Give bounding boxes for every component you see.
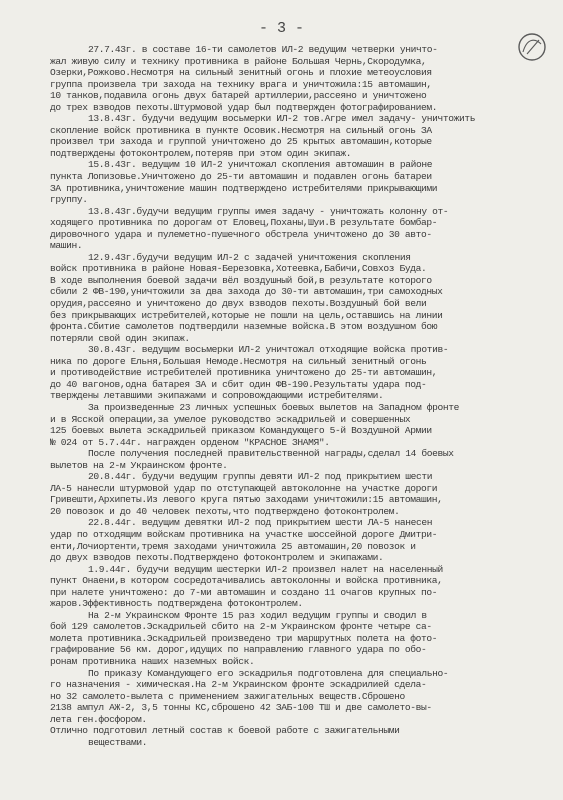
text-line: ходящего противника по дорогам от Еловец,Поханы,Шуи.В результате бомбар- [50, 217, 438, 229]
text-line: 22.8.44г. ведущим девятки ИЛ-2 под прикрытием шести ЛА-5 нанесен [88, 517, 433, 529]
text-line: графирование 56 км. дорог,идущих по направлению главного удара по обо- [50, 644, 427, 656]
text-line: до 40 вагонов,одна батарея ЗА и сбит один ФВ-190.Результаты удара под- [50, 378, 427, 390]
text-line: 13.8.43г.будучи ведущим группы имея задачу - уничтожать колонну от- [88, 205, 449, 217]
text-line: потеряли свой один экипаж. [50, 332, 190, 344]
text-line: орудия,рассеяно и уничтожено до двух взводов пехоты.Воздушный бой вели [50, 298, 427, 310]
text-line: ЛА-5 нанесли штурмовой удар по отступающей автоколонне на участке дороги [50, 482, 438, 494]
text-line: войск противника в районе Новая-Березовка,Хотеевка,Бабичи,Совхоз Буда. [50, 263, 427, 275]
text-line: машин. [50, 240, 83, 252]
text-line: веществами. [88, 736, 148, 748]
text-line: группа произвела три захода на технику врага и уничтожила:15 автомашин, [50, 78, 432, 90]
text-line: После получения последней правительственной награды,сделал 14 боевых [88, 448, 454, 460]
text-line: молета противника.Эскадрильей произведено три маршрутных полета на фото- [50, 632, 438, 644]
text-line: На 2-м Украинском Фронте 15 раз ходил ведущим группы и сводил в [88, 609, 427, 621]
text-line: 15.8.43г. ведущим 10 ИЛ-2 уничтожал скопления автомашин в районе [88, 159, 433, 171]
document-body [50, 44, 552, 748]
text-line: дировочного удара и пулеметно-пушечного обстрела уничтожено до 30 авто- [50, 228, 432, 240]
text-line: и противодействие истребителей противника уничтожено до 25-ти автомашин, [50, 367, 438, 379]
text-line: По приказу Командующего его эскадрилья подготовлена для специально- [88, 667, 449, 679]
text-line: жаров.Эффективность подтверждена фотоконтролем. [50, 598, 303, 610]
text-line: 2138 ампул АЖ-2, 3,5 тонны КС,сброшено 42 ЗАБ-100 ТШ и две самолето-вы- [50, 702, 432, 714]
text-line: удар по отходящим войскам противника на участке шоссейной дороге Дмитри- [50, 528, 438, 540]
text-line: тверждены летавшими экипажами и сопровождающими истребителями. [50, 390, 384, 402]
text-line: бой 129 самолетов.Эскадрильей сбито на 2-м Украинском фронте четыре са- [50, 621, 432, 633]
text-line: фронта.Сбитие самолетов подтвердили наземные войска.В этом воздушном бою [50, 321, 438, 333]
text-line: но 32 самолето-вылета с применением зажигательных веществ.Сброшено [50, 690, 405, 702]
text-line: без прикрывающих истребителей,которые не пошли на цель,оставшись на линии [50, 309, 443, 321]
text-line: сбили 2 ФВ-190,уничтожили за два захода до 30-ти автомашин,три самоходных [50, 286, 443, 298]
text-line: подтверждены фотоконтролем,потеряв при этом один экипаж. [50, 147, 352, 159]
text-line: 13.8.43г. будучи ведущим восьмерки ИЛ-2 тов.Агре имел задачу- уничтожить [88, 113, 476, 125]
text-line: Гривешти,Архипеты.Из левого круга пятью заходами уничтожили:15 автомашин, [50, 494, 443, 506]
text-line: № 024 от 5.7.44г. награжден орденом "КРАСНОЕ ЗНАМЯ". [50, 436, 330, 448]
page-number: - 3 - [258, 20, 304, 37]
text-line: группу. [50, 194, 88, 206]
text-line: 125 боевых вылета эскадрильей приказом Командующего 5-й Воздушной Армии [50, 425, 432, 437]
text-line: вылетов на 2-м Украинском фронте. [50, 459, 228, 471]
text-line: го назначения - химическая.На 2-м Украинском фронте эскадрилией сдела- [50, 679, 427, 691]
text-line: при налете уничтожено: до 7-ми автомашин и создано 11 очагов крупных по- [50, 586, 438, 598]
text-line: ронам противника наших наземных войск. [50, 655, 255, 667]
text-line: скопление войск противника в пункте Осовик.Несмотря на сильный огонь ЗА [50, 124, 432, 136]
text-line: За произведенные 23 личных успешных боевых вылетов на Западном фронте [88, 401, 460, 413]
text-line: произвел три захода и группой уничтожено до 25 крытых автомашин,которые [50, 136, 432, 148]
text-line: пункта Лопизовье.Уничтожено до 25-ти автомашин и подавлен огонь батареи [50, 171, 432, 183]
text-line: 10 танков,подавила огонь двух батарей артиллерии,рассеяно и уничтожено [50, 90, 427, 102]
text-line: и в Ясской операции,за умелое руководство эскадрильей и совершенных [50, 413, 411, 425]
text-line: Озерки,Рожково.Несмотря на сильный зенитный огонь и плохие метеоусловия [50, 67, 432, 79]
text-line: пункт Онаени,в котором сосредотачивались автоколонны и войска противника, [50, 575, 443, 587]
text-line: 20.8.44г. будучи ведущим группы девяти ИЛ-2 под прикрытием шести [88, 471, 433, 483]
text-line: 12.9.43г.будучи ведущим ИЛ-2 с задачей уничтожения скопления [88, 251, 411, 263]
text-line: 20 повозок и до 40 человек пехоты,что подтверждено фотоконтролем. [50, 505, 400, 517]
text-line: Отлично подготовил летный состав к боевой работе с зажигательными [50, 725, 400, 737]
text-line: жал живую силу и технику противника в районе Большая Чернь,Скородумка, [50, 55, 427, 67]
text-line: енти,Лочиортенти,тремя заходами уничтожила 25 автомашин,20 повозок и [50, 540, 416, 552]
text-line: 1.9.44г. будучи ведущим шестерки ИЛ-2 произвел налет на населенный [88, 563, 443, 575]
text-line: до двух взводов пехоты.Подтверждено фотоконтролем и экипажами. [50, 552, 384, 564]
text-line: ЗА противника,уничтожение машин подтверждено истребителями прикрывающими [50, 182, 438, 194]
text-line: ника по дороге Ельня,Большая Немоде.Несмотря на сильный зенитный огонь [50, 355, 427, 367]
text-line: 27.7.43г. в составе 16-ти самолетов ИЛ-2 ведущим четверки уничто- [88, 44, 438, 55]
text-line: 30.8.43г. ведущим восьмерки ИЛ-2 уничтожал отходящие войска против- [88, 344, 449, 356]
text-line: до трех взводов пехоты.Штурмовой удар был подтвержден фотографированием. [50, 101, 438, 113]
text-line: В ходе выполнения боевой задачи вёл воздушный бой,в результате которого [50, 274, 432, 286]
text-line: лета ген.фосфором. [50, 713, 147, 725]
